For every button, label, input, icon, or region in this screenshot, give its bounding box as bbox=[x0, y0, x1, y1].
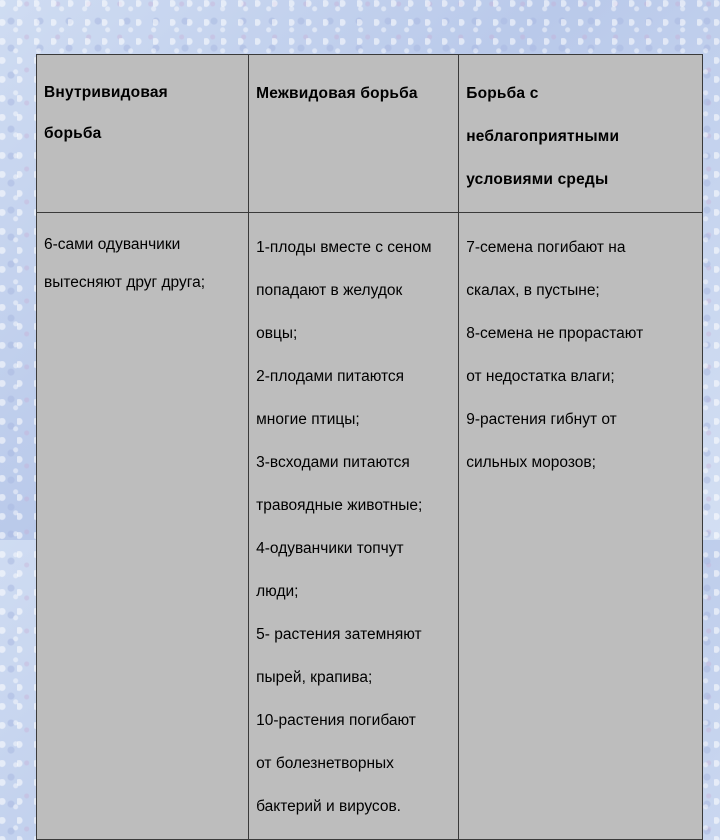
cell-text: 3-всходами питаются bbox=[256, 454, 410, 471]
cell-text: 9-растения гибнут от bbox=[466, 411, 617, 428]
cell-text: от болезнетворных bbox=[256, 755, 394, 772]
table-row bbox=[37, 212, 703, 840]
comparison-table bbox=[36, 54, 703, 840]
cell-text: попадают в желудок bbox=[256, 282, 403, 299]
cell-interspecific bbox=[249, 212, 459, 840]
cell-text: скалах, в пустыне; bbox=[466, 282, 600, 299]
cell-text: многие птицы; bbox=[256, 411, 360, 428]
cell-environment bbox=[459, 212, 703, 840]
header-text: Межвидовая борьба bbox=[256, 84, 418, 102]
cell-text: 1-плоды вместе с сеном bbox=[256, 239, 432, 256]
cell-text: бактерий и вирусов. bbox=[256, 798, 401, 815]
cell-text: сильных морозов; bbox=[466, 454, 596, 471]
cell-text: 8-семена не прорастают bbox=[466, 325, 644, 342]
cell-text: 4-одуванчики топчут bbox=[256, 540, 404, 557]
cell-text: люди; bbox=[256, 583, 299, 600]
cell-text: 7-семена погибают на bbox=[466, 239, 626, 256]
cell-text: вытесняют друг друга; bbox=[44, 273, 205, 291]
header-text: Внутривидовая bbox=[44, 83, 168, 101]
cell-text: от недостатка влаги; bbox=[466, 368, 615, 385]
header-cell-interspecific bbox=[249, 55, 459, 213]
header-text: неблагоприятными bbox=[466, 127, 620, 145]
cell-text: травоядные животные; bbox=[256, 497, 423, 514]
cell-text: 6-сами одуванчики bbox=[44, 236, 181, 253]
header-text: Борьба с bbox=[466, 84, 539, 102]
header-text: условиями среды bbox=[466, 170, 609, 188]
cell-text: овцы; bbox=[256, 325, 298, 342]
cell-text: пырей, крапива; bbox=[256, 669, 373, 686]
cell-intraspecific bbox=[37, 212, 249, 840]
cell-text: 2-плодами питаются bbox=[256, 368, 405, 385]
header-cell-intraspecific bbox=[37, 55, 249, 213]
table-header-row bbox=[37, 55, 703, 213]
cell-text: 10-растения погибают bbox=[256, 712, 416, 729]
header-cell-environment bbox=[459, 55, 703, 213]
cell-text: 5- растения затемняют bbox=[256, 626, 422, 643]
header-text: борьба bbox=[44, 125, 102, 142]
